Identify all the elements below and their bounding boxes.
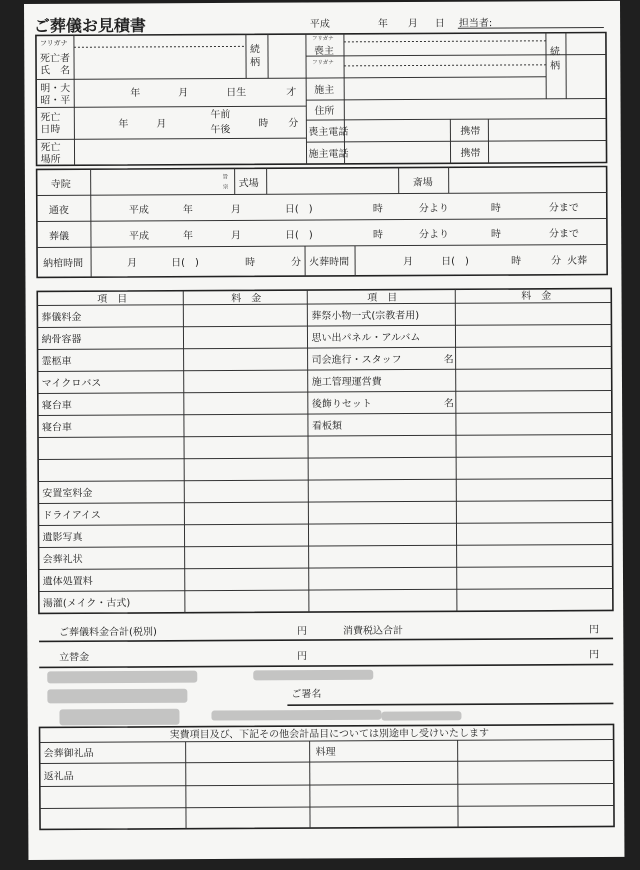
cremation-hour: 時: [511, 255, 522, 267]
table-row-line: [38, 390, 612, 393]
header-year: 年: [377, 18, 388, 30]
deceased-label-2: 氏 名: [40, 65, 71, 77]
coffin-minute: 分: [291, 257, 302, 269]
wake-label: 通夜: [48, 205, 69, 217]
col-item-left: 項 目: [97, 294, 128, 306]
tax-total-yen: 円: [588, 624, 600, 636]
table-item-left: 安置室料金: [42, 488, 93, 500]
wake-day: 日( ): [284, 204, 313, 216]
gift-label: 会葬御礼品: [43, 748, 94, 760]
venue-label: 式場: [238, 178, 259, 190]
table-item-left: 納骨容器: [41, 334, 82, 346]
table-row-line: [38, 500, 612, 503]
coffin-day: 日( ): [171, 257, 199, 269]
table-item-left: マイクロバス: [41, 378, 102, 390]
am-label: 午前: [210, 109, 231, 121]
wake-until: 分まで: [548, 202, 579, 214]
chief-mobile-label: 携帯: [460, 126, 481, 138]
pm-label: 午後: [210, 124, 231, 136]
table-item-right: 司会進行・スタッフ: [311, 354, 402, 367]
coffin-label: 納棺時間: [43, 258, 84, 270]
table-row-line: [39, 544, 613, 547]
cremation-month: 月: [403, 256, 414, 268]
funeral-label: 葬儀: [48, 231, 69, 243]
col-price-right: 料 金: [521, 290, 552, 302]
cremation-minute: 分: [551, 255, 562, 267]
relation-label-2: 柄: [250, 57, 261, 69]
birth-day: 日生: [226, 87, 247, 99]
wake-from: 分より: [418, 203, 449, 215]
table-row-line: [38, 346, 612, 349]
table-row-line: [38, 522, 612, 525]
people-count-suffix: 名: [443, 354, 454, 366]
birth-month: 月: [178, 87, 189, 99]
funeral-hour: 時: [372, 229, 383, 241]
table-item-right: 葬祭小物一式(宗教者用): [311, 310, 420, 323]
header-era: 平成: [309, 18, 330, 31]
deceased-label-1: 死亡者: [39, 53, 71, 65]
sect-label-1: 旨: [222, 174, 229, 181]
table-item-right: 看板類: [311, 420, 342, 433]
table-item-left: 霊柩車: [41, 356, 72, 368]
advance-label: 立替金: [59, 652, 90, 664]
table-row-line: [39, 588, 613, 591]
death-year: 年: [118, 118, 129, 131]
header-month: 月: [407, 18, 418, 30]
birth-year: 年: [130, 87, 141, 99]
wake-year: 年: [182, 204, 193, 216]
tax-total-label: 消費税込合計: [342, 625, 404, 637]
funeral-day: 日( ): [284, 230, 313, 242]
form-title: ご葬儀お見積書: [33, 15, 146, 36]
cremation-end: 火葬: [567, 255, 588, 267]
table-row-line: [38, 368, 612, 371]
death-place-2: 場所: [40, 154, 61, 166]
chief-phone-label: 喪主電話: [308, 126, 349, 139]
death-time-2: 日時: [40, 124, 61, 136]
table-row-line: [38, 456, 612, 459]
funeral-month: 月: [230, 230, 241, 242]
coffin-month: 月: [127, 257, 138, 270]
cremation-day: 日( ): [441, 256, 469, 268]
table-item-left: ドライアイス: [42, 510, 101, 522]
table-item-left: 湯灌(メイク・古式): [42, 597, 131, 610]
organizer-label: 施主: [314, 84, 335, 97]
return-gift-label: 返礼品: [43, 771, 74, 783]
age-label: 才: [286, 87, 297, 99]
sect-label-2: 宗: [222, 184, 229, 191]
table-item-left: 会葬礼状: [42, 554, 83, 566]
relation-label-1: 続: [249, 44, 261, 56]
table-item-left: 寝台車: [41, 422, 72, 434]
header-staff: 担当者:: [458, 18, 493, 30]
coffin-hour: 時: [245, 257, 256, 269]
relation2-label-1: 続: [549, 46, 561, 58]
expense-note: 実費項目及び、下記その他会計品目については別途申し受けいたします: [169, 728, 490, 741]
death-hour: 時: [258, 118, 269, 130]
table-item-left: 遺影写真: [42, 532, 83, 544]
birth-era-1: 明・大: [40, 83, 71, 95]
death-place-1: 死亡: [40, 142, 61, 154]
wake-hour: 時: [372, 203, 383, 215]
col-item-right: 項 目: [367, 292, 398, 304]
furigana-label: フリガナ: [39, 39, 68, 48]
wake-era: 平成: [128, 204, 149, 216]
funeral-year: 年: [182, 230, 193, 242]
chief-mourner-label: 喪主: [313, 45, 335, 58]
funeral-from: 分より: [418, 229, 449, 241]
death-minute: 分: [288, 118, 299, 130]
advance-yen: 円: [297, 651, 308, 663]
col-price-left: 料 金: [231, 293, 262, 305]
death-month: 月: [156, 118, 167, 130]
furigana-chief: フリガナ: [311, 35, 334, 43]
address-label: 住所: [314, 105, 335, 118]
funeral-era: 平成: [128, 230, 149, 242]
wake-month: 月: [230, 204, 241, 216]
table-item-right: 思い出パネル・アルバム: [311, 332, 421, 345]
table-item-right: 施工管理運営費: [311, 376, 382, 389]
table-row-line: [37, 324, 611, 327]
wake-hour2: 時: [490, 203, 501, 215]
subtotal-yen: 円: [297, 626, 308, 638]
signature-label: ご署名: [291, 688, 322, 701]
redacted-company-info: [47, 669, 461, 725]
people-count-suffix: 名: [443, 398, 454, 410]
subtotal-label: ご葬儀料金合計(税別): [59, 626, 157, 639]
cremation-label: 火葬時間: [309, 256, 350, 269]
table-item-left: 遺体処置料: [42, 576, 93, 588]
organizer-phone-label: 施主電話: [308, 148, 349, 161]
birth-era-2: 昭・平: [40, 95, 71, 107]
header-day: 日: [434, 18, 445, 30]
table-row-line: [38, 412, 612, 415]
relation2-label-2: 柄: [550, 60, 561, 72]
advance-yen-right: 円: [589, 649, 600, 661]
death-time-1: 死亡: [40, 112, 61, 124]
crematorium-label: 斎場: [412, 177, 433, 189]
funeral-until: 分まで: [548, 228, 579, 240]
organizer-mobile-label: 携帯: [460, 148, 481, 160]
table-item-right: 後飾りセット: [311, 398, 372, 411]
table-item-left: 葬儀料金: [41, 312, 82, 324]
table-row-line: [38, 478, 612, 481]
table-row-line: [38, 434, 612, 437]
temple-label: 寺院: [50, 179, 71, 191]
food-label: 料理: [315, 746, 336, 759]
item-rows: [37, 307, 613, 609]
table-item-left: 寝台車: [41, 400, 72, 412]
table-row-line: [39, 566, 613, 569]
furigana-organizer: フリガナ: [312, 59, 334, 67]
funeral-hour2: 時: [490, 229, 501, 241]
